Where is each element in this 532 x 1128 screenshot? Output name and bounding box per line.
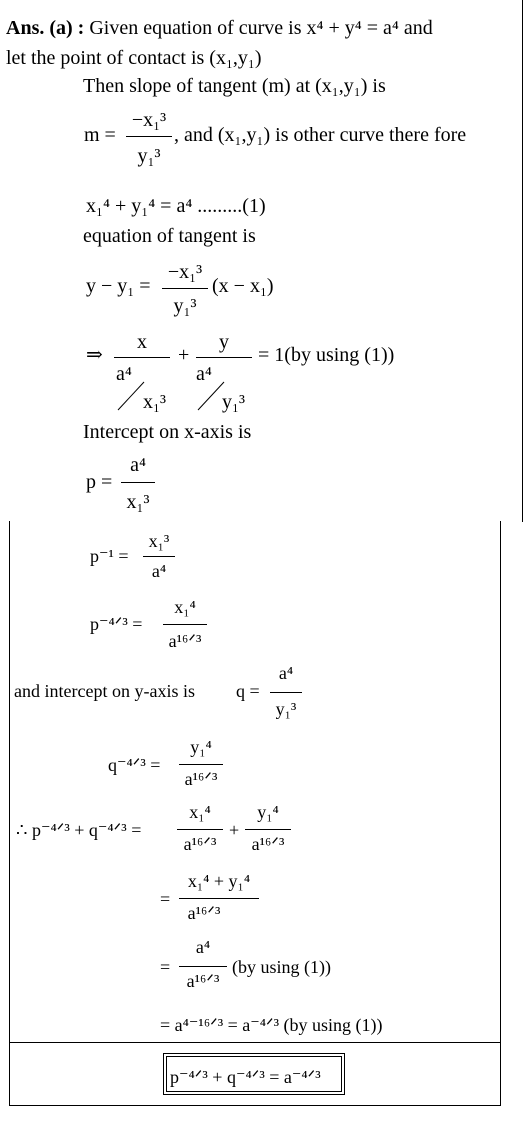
answer-line-1 [6,18,433,38]
p-43-bar [163,624,207,625]
p-inverse-bar [143,556,175,557]
sum-step3-denominator: a¹⁶ᐟ³ [186,971,220,991]
p-inverse-lhs: p⁻¹ = [90,546,129,566]
p-43-numerator: x₁⁴ [174,597,196,617]
p-43-denominator: a¹⁶ᐟ³ [168,631,202,651]
q-43-numerator: y₁⁴ [190,737,212,757]
implies-arrow: ⇒ [86,344,103,366]
p-numerator: a⁴ [130,454,146,476]
q-43-bar [179,764,223,765]
sum-term1-bar [177,829,223,830]
q-numerator: a⁴ [278,663,294,683]
sum-step2-eq: = [160,889,171,909]
tangent-numerator: −x₁³ [167,261,203,283]
sum-step3-tail: (by using (1)) [232,957,331,977]
sum-step3-numerator: a⁴ [195,937,211,957]
slope-numerator: −x₁³ [131,109,167,131]
answer-label: Ans. (a) : [6,17,85,39]
intercept-form-result: = 1(by using (1)) [258,344,395,366]
intercept-form-y-den-top: a⁴ [196,363,212,385]
slope-tail: , and (x₁,y₁) is other curve there fore [174,124,467,146]
intercept-form-x-bar [114,357,170,358]
tangent-denominator: y₁³ [173,295,197,317]
intercept-form-x-den-top: a⁴ [116,363,132,385]
tangent-tail: (x − x₁) [212,275,274,297]
given-curve-text: Given equation of curve is [89,17,302,39]
intercept-form-y-den-bot: y₁³ [222,391,245,413]
tangent-fraction-bar [162,288,208,289]
p-fraction-bar [121,482,155,483]
frame-divider [9,1042,500,1043]
frame-bottom-border [9,1105,500,1106]
slope-denominator: y₁³ [137,145,161,167]
p-43-lhs: p⁻⁴ᐟ³ = [90,614,143,634]
point-of-contact-line: let the point of contact is (x₁,y₁) [6,47,262,69]
equation-1: x₁⁴ + y₁⁴ = a⁴ .........(1) [86,195,266,217]
q-denominator: y₁³ [275,699,297,719]
frame-left-border [9,521,10,1106]
x-intercept-intro: Intercept on x-axis is [83,421,252,443]
intercept-form-x-den-bot: x₁³ [143,391,166,413]
sum-step3-eq: = [160,957,171,977]
q-lhs: q = [236,681,260,701]
tangent-lhs: y − y₁ = [86,275,151,297]
sum-step3-bar [179,966,227,967]
q-43-denominator: a¹⁶ᐟ³ [184,769,218,789]
p-inverse-numerator: x₁³ [148,531,170,551]
tangent-intro: equation of tangent is [83,225,256,247]
q-fraction-bar [270,692,302,693]
and-text: and [403,17,433,39]
curve-equation: x⁴ + y⁴ = a⁴ [306,17,399,39]
p-denominator: x₁³ [126,491,150,513]
top-right-border [522,0,523,522]
slope-lhs: m = [84,124,116,146]
sum-step2-numerator: x₁⁴ + y₁⁴ [187,871,251,891]
sum-term2-bar [245,829,291,830]
sum-step2-bar [179,898,259,899]
intercept-form-y-bar [196,357,252,358]
sum-step2-denominator: a¹⁶ᐟ³ [187,903,221,923]
sum-term1-denominator: a¹⁶ᐟ³ [183,834,217,854]
intercept-form-x-numerator: x [137,331,147,353]
sum-term2-numerator: y₁⁴ [257,802,279,822]
sum-term1-numerator: x₁⁴ [189,802,211,822]
sum-lhs: ∴ p⁻⁴ᐟ³ + q⁻⁴ᐟ³ = [16,820,142,840]
sum-step4: = a⁴⁻¹⁶ᐟ³ = a⁻⁴ᐟ³ (by using (1)) [160,1015,383,1035]
intercept-form-y-numerator: y [219,331,229,353]
q-43-lhs: q⁻⁴ᐟ³ = [108,755,161,775]
final-answer: p⁻⁴ᐟ³ + q⁻⁴ᐟ³ = a⁻⁴ᐟ³ [170,1067,321,1087]
p-lhs: p = [86,471,113,493]
slope-intro: Then slope of tangent (m) at (x₁,y₁) is [83,75,386,97]
sum-plus: + [229,820,240,840]
slope-fraction-bar [126,136,172,137]
p-inverse-denominator: a⁴ [151,561,167,581]
sum-term2-denominator: a¹⁶ᐟ³ [251,834,285,854]
y-intercept-intro: and intercept on y-axis is [14,681,195,701]
frame-right-border [500,521,501,1106]
intercept-form-plus: + [178,344,190,366]
